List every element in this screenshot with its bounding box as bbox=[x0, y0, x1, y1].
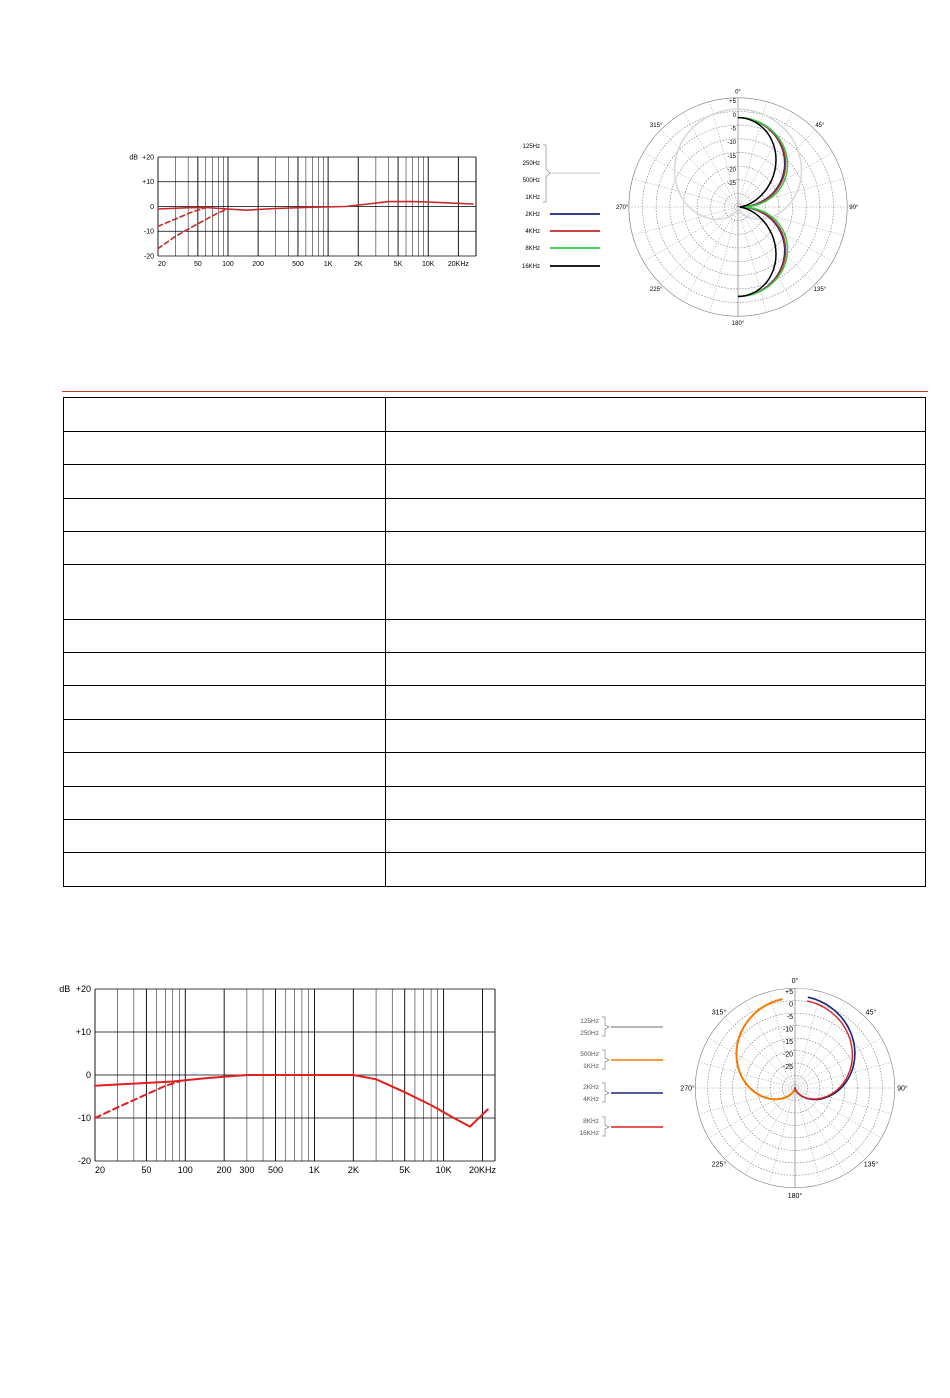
polar-angle-label: 0° bbox=[791, 978, 799, 985]
polar-grid-spoke bbox=[745, 1088, 795, 1174]
spec-table-row bbox=[64, 432, 926, 465]
spec-label-cell bbox=[64, 398, 386, 432]
spec-table-row bbox=[64, 787, 926, 820]
spec-value-cell bbox=[386, 653, 926, 686]
spec-table-row bbox=[64, 398, 926, 432]
x-tick-label: 100 bbox=[222, 261, 234, 268]
spec-value-cell bbox=[386, 620, 926, 653]
spec-table-row bbox=[64, 653, 926, 686]
x-tick-label: 500 bbox=[292, 261, 304, 268]
polar-angle-label: 270° bbox=[680, 1085, 695, 1093]
y-tick-label: +10 bbox=[75, 1027, 91, 1038]
polar-radial-label: +5 bbox=[785, 989, 793, 997]
legend-brace bbox=[602, 1050, 609, 1069]
y-axis-label: dB bbox=[59, 984, 71, 995]
spec-label-cell bbox=[64, 820, 386, 853]
legend-label: 2KHz bbox=[525, 212, 540, 218]
legend-label: 8KHz bbox=[583, 1118, 599, 1125]
polar-grid-spoke bbox=[699, 1088, 795, 1114]
spec-value-cell bbox=[386, 499, 926, 532]
y-tick-label: 0 bbox=[150, 203, 154, 211]
polar-angle-label: 315° bbox=[711, 1009, 727, 1017]
polar-pattern-chart-top bbox=[508, 85, 870, 333]
polar-angle-label: 135° bbox=[813, 286, 827, 293]
x-tick-label: 20KHz bbox=[468, 1165, 496, 1175]
spec-table-row bbox=[64, 820, 926, 853]
spec-label-cell bbox=[64, 465, 386, 499]
spec-table-row bbox=[64, 499, 926, 532]
polar-radial-label: -5 bbox=[786, 1013, 793, 1021]
legend-label: 1KHz bbox=[583, 1063, 599, 1070]
response-curve-dashed bbox=[158, 209, 228, 249]
polar-angle-label: 225° bbox=[711, 1161, 727, 1169]
legend-brace bbox=[602, 1117, 609, 1136]
legend-brace bbox=[543, 145, 550, 202]
polar-radial-label: -25 bbox=[782, 1063, 793, 1071]
legend-brace bbox=[602, 1083, 609, 1102]
x-tick-label: 2K bbox=[347, 1165, 359, 1175]
spec-value-cell bbox=[386, 398, 926, 432]
spec-value-cell bbox=[386, 532, 926, 565]
y-tick-label: -10 bbox=[143, 228, 154, 236]
polar-radial-label: -5 bbox=[730, 126, 736, 133]
legend-label: 16KHz bbox=[521, 264, 540, 270]
spec-label-cell bbox=[64, 620, 386, 653]
section-divider bbox=[62, 391, 928, 392]
response-curve bbox=[158, 202, 473, 211]
x-tick-label: 1K bbox=[308, 1165, 320, 1175]
polar-radial-label: -20 bbox=[782, 1051, 793, 1059]
spec-value-cell bbox=[386, 753, 926, 787]
spec-table bbox=[63, 397, 926, 887]
y-axis-label: dB bbox=[129, 154, 138, 162]
polar-pattern-chart-bottom bbox=[575, 965, 935, 1215]
x-tick-label: 10K bbox=[421, 261, 435, 268]
spec-label-cell bbox=[64, 565, 386, 620]
legend-label: 250Hz bbox=[522, 161, 540, 167]
legend-label: 500Hz bbox=[522, 178, 540, 184]
legend-label: 16KHz bbox=[579, 1130, 599, 1137]
legend-label: 125Hz bbox=[522, 144, 540, 150]
polar-curve-2khz-4khz bbox=[795, 997, 855, 1099]
spec-label-cell bbox=[64, 653, 386, 686]
legend-label: 4KHz bbox=[583, 1096, 599, 1103]
x-tick-label: 20 bbox=[95, 1165, 106, 1175]
x-tick-label: 200 bbox=[216, 1165, 232, 1175]
polar-radial-label: -20 bbox=[727, 167, 736, 174]
spec-label-cell bbox=[64, 686, 386, 720]
legend-label: 500Hz bbox=[580, 1051, 599, 1058]
spec-value-cell bbox=[386, 787, 926, 820]
polar-angle-label: 225° bbox=[649, 286, 663, 293]
spec-table-row bbox=[64, 532, 926, 565]
polar-grid-spoke bbox=[643, 207, 738, 262]
x-tick-label: 100 bbox=[177, 1165, 193, 1175]
spec-label-cell bbox=[64, 432, 386, 465]
x-tick-label: 300 bbox=[239, 1165, 255, 1175]
polar-radial-label: -10 bbox=[727, 140, 736, 147]
spec-value-cell bbox=[386, 720, 926, 753]
polar-angle-label: 90° bbox=[849, 205, 859, 212]
polar-grid-spoke bbox=[710, 207, 738, 312]
x-tick-label: 1K bbox=[323, 261, 333, 268]
legend-label: 125Hz bbox=[580, 1018, 599, 1025]
legend-label: 2KHz bbox=[583, 1084, 599, 1091]
polar-radial-label: 0 bbox=[732, 112, 736, 119]
response-curve-dashed bbox=[95, 1082, 179, 1119]
spec-value-cell bbox=[386, 853, 926, 887]
spec-table-row bbox=[64, 720, 926, 753]
y-tick-label: -20 bbox=[77, 1156, 91, 1167]
polar-grid-spoke bbox=[683, 207, 738, 302]
x-tick-label: 20KHz bbox=[447, 261, 469, 268]
frequency-response-chart-bottom bbox=[55, 982, 520, 1182]
spec-label-cell bbox=[64, 499, 386, 532]
polar-angle-label: 0° bbox=[735, 89, 741, 96]
spec-label-cell bbox=[64, 787, 386, 820]
spec-table-row bbox=[64, 465, 926, 499]
polar-grid-spoke bbox=[738, 207, 815, 284]
x-tick-label: 500 bbox=[268, 1165, 284, 1175]
polar-angle-label: 45° bbox=[815, 123, 825, 130]
spec-table-row bbox=[64, 853, 926, 887]
spec-label-cell bbox=[64, 753, 386, 787]
polar-angle-label: 180° bbox=[731, 320, 745, 327]
x-tick-label: 20 bbox=[158, 261, 166, 268]
legend-label: 250Hz bbox=[580, 1030, 599, 1037]
y-tick-label: 0 bbox=[85, 1070, 91, 1081]
polar-radial-label: -15 bbox=[727, 153, 736, 160]
x-tick-label: 5K bbox=[393, 261, 403, 268]
polar-angle-label: 135° bbox=[863, 1161, 879, 1169]
spec-label-cell bbox=[64, 853, 386, 887]
polar-angle-label: 90° bbox=[897, 1085, 908, 1093]
spec-value-cell bbox=[386, 465, 926, 499]
response-curve bbox=[95, 1075, 488, 1127]
polar-angle-label: 315° bbox=[649, 123, 663, 130]
polar-radial-label: -15 bbox=[782, 1038, 793, 1046]
polar-grid-spoke bbox=[795, 1088, 881, 1138]
spec-value-cell bbox=[386, 432, 926, 465]
polar-radial-label: 0 bbox=[789, 1001, 793, 1009]
spec-table-row bbox=[64, 686, 926, 720]
polar-grid-spoke bbox=[643, 152, 738, 207]
legend-label: 8KHz bbox=[525, 246, 540, 252]
polar-grid-spoke bbox=[633, 207, 738, 235]
legend-label: 1KHz bbox=[525, 195, 540, 201]
legend-label: 4KHz bbox=[525, 229, 540, 235]
polar-grid-spoke bbox=[795, 1002, 845, 1088]
y-tick-label: +10 bbox=[142, 179, 154, 187]
spec-table-row bbox=[64, 753, 926, 787]
spec-value-cell bbox=[386, 565, 926, 620]
spec-table-row bbox=[64, 620, 926, 653]
polar-grid-spoke bbox=[661, 207, 738, 284]
y-tick-label: +20 bbox=[75, 984, 91, 995]
polar-grid-spoke bbox=[795, 992, 821, 1088]
spec-value-cell bbox=[386, 686, 926, 720]
spec-label-cell bbox=[64, 720, 386, 753]
x-tick-label: 50 bbox=[193, 261, 202, 268]
spec-table-row bbox=[64, 565, 926, 620]
polar-grid-spoke bbox=[795, 1038, 881, 1088]
x-tick-label: 200 bbox=[252, 261, 264, 268]
polar-grid-spoke bbox=[795, 1088, 821, 1184]
x-tick-label: 50 bbox=[141, 1165, 152, 1175]
frequency-response-chart-top bbox=[120, 148, 500, 273]
y-tick-label: -20 bbox=[143, 253, 154, 261]
polar-radial-label: -25 bbox=[727, 181, 736, 188]
y-tick-label: +20 bbox=[142, 154, 154, 162]
spec-value-cell bbox=[386, 820, 926, 853]
legend-brace bbox=[602, 1017, 609, 1036]
spec-label-cell bbox=[64, 532, 386, 565]
x-tick-label: 2K bbox=[353, 261, 363, 268]
polar-angle-label: 45° bbox=[865, 1009, 877, 1017]
y-tick-label: -10 bbox=[77, 1113, 91, 1124]
polar-grid-spoke bbox=[738, 130, 815, 207]
polar-angle-label: 270° bbox=[615, 205, 629, 212]
x-tick-label: 10K bbox=[435, 1165, 452, 1175]
polar-grid-spoke bbox=[738, 207, 843, 235]
x-tick-label: 5K bbox=[399, 1165, 411, 1175]
polar-angle-label: 180° bbox=[787, 1192, 803, 1200]
polar-radial-label: -10 bbox=[782, 1026, 793, 1034]
polar-radial-label: +5 bbox=[729, 99, 736, 106]
